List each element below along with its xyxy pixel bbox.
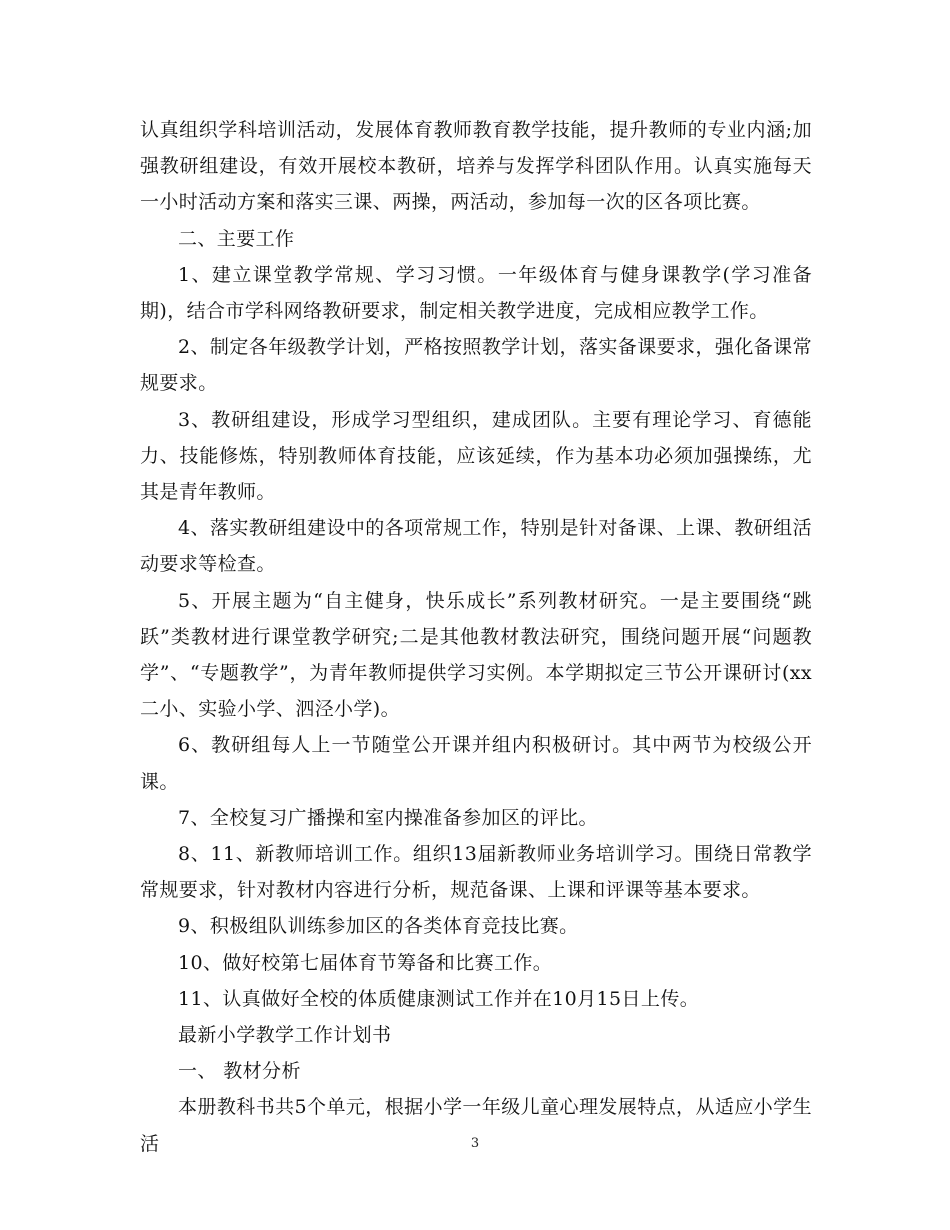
paragraph-item-3: 3、教研组建设，形成学习型组织，建成团队。主要有理论学习、育德能力、技能修炼，特别教师体育技能，应该延续，作为基本功必须加强操练，尤其是青年教师。	[140, 408, 812, 504]
document-body	[140, 112, 812, 1162]
paragraph-intro: 认真组织学科培训活动，发展体育教师教育教学技能，提升教师的专业内涵;加强教研组建设，有效开展校本教研，培养与发挥学科团队作用。认真实施每天一小时活动方案和落实三课、两操，两活动，参加每一次的区各项比赛。	[140, 119, 812, 214]
paragraph-item-7: 7、全校复习广播操和室内操准备参加区的评比。	[178, 806, 598, 829]
section-heading-main-work: 二、主要工作	[178, 227, 295, 250]
paragraph-item-4: 4、落实教研组建设中的各项常规工作，特别是针对备课、上课、教研组活动要求等检查。	[140, 517, 812, 576]
page-number: 3	[470, 1136, 480, 1151]
paragraph-textbook: 本册教科书共5个单元，根据小学一年级儿童心理发展特点，从适应小学生活	[140, 1096, 812, 1155]
paragraph-item-8: 8、11、新教师培训工作。组织13届新教师业务培训学习。围绕日常教学常规要求，针对教材内容进行分析，规范备课、上课和评课等基本要求。	[140, 843, 812, 902]
paragraph-item-2: 2、制定各年级教学计划，严格按照教学计划，落实备课要求，强化备课常规要求。	[140, 336, 812, 395]
paragraph-item-5: 5、开展主题为“自主健身，快乐成长”系列教材研究。一是主要围绕“跳跃”类教材进行课堂教学研究;二是其他教材教法研究，围绕问题开展“问题教学”、“专题教学”，为青年教师提供学习实例。本学期拟定三节公开课研讨(xx二小、实验小学、泗泾小学)。	[140, 589, 812, 721]
section-heading-textbook-analysis: 一、 教材分析	[178, 1060, 301, 1083]
document-subtitle: 最新小学教学工作计划书	[178, 1024, 392, 1047]
paragraph-item-6: 6、教研组每人上一节随堂公开课并组内积极研讨。其中两节为校级公开课。	[140, 734, 812, 793]
paragraph-item-10: 10、做好校第七届体育节筹备和比赛工作。	[178, 951, 553, 974]
paragraph-item-11: 11、认真做好全校的体质健康测试工作并在10月15日上传。	[178, 987, 700, 1010]
paragraph-item-1: 1、建立课堂教学常规、学习习惯。一年级体育与健身课教学(学习准备期)，结合市学科网络教研要求，制定相关教学进度，完成相应教学工作。	[140, 263, 812, 323]
paragraph-item-9: 9、积极组队训练参加区的各类体育竞技比赛。	[178, 915, 579, 938]
